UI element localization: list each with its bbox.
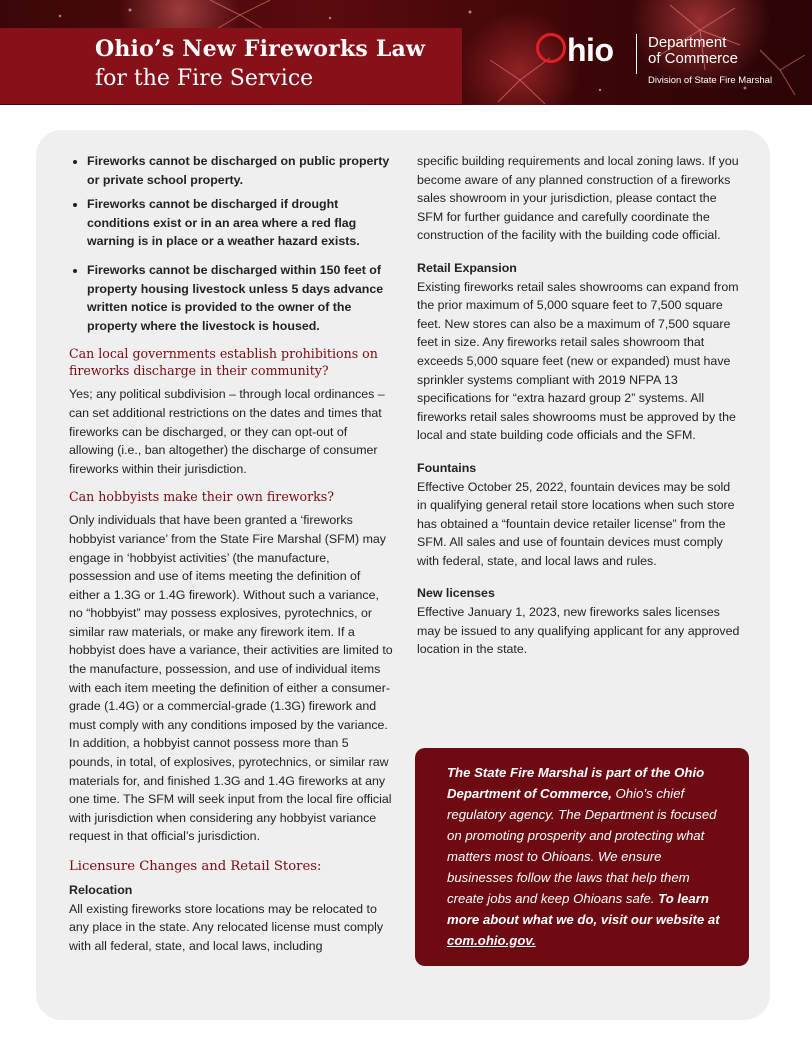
text-fountains: Effective October 25, 2022, fountain devices may be sold in qualifying general retail store locations when such store has obtained a “fountain device retailer license” from the SFM. All sales and use of fountain devices must comply with federal, state, and local laws and rules. (417, 479, 735, 568)
heading-retail-expansion: Retail Expansion (417, 260, 517, 275)
restrictions-list (69, 152, 394, 335)
text-relocation-continued: specific building requirements and local zoning laws. If you become aware of any planned construction of a fireworks sales showroom in your jurisdiction, please contact the SFM for further guidance and carefully coordinate the construction of the facility with the building code official. (417, 154, 739, 243)
heading-fountains: Fountains (417, 460, 477, 475)
text-relocation: All existing fireworks store locations may be relocated to any place in the state. Any relocated license must comply with all federal, state, and local laws, including (69, 901, 384, 953)
list-item: • Fireworks cannot be discharged within 150 feet of property housing livestock unless 5 days advance written notice is provided to the owner of the property where the livestock is housed. (87, 261, 394, 335)
heading-new-licenses: New licenses (417, 586, 495, 601)
header-banner (0, 0, 812, 105)
left-column (69, 152, 394, 955)
answer-local-governments: Yes; any political subdivision – through local ordinances – can set additional restrictions on the dates and times that fireworks can be discharged, or they can opt-out of allowing (i.e., ban altogether) the discharge of consumer fireworks within their jurisdiction. (69, 387, 385, 476)
ohio-logo: hio (536, 32, 613, 69)
question-hobbyists: Can hobbyists make their own fireworks? (69, 489, 334, 505)
page-title: Ohio’s New Fireworks Law (95, 36, 426, 62)
list-item: • Fireworks cannot be discharged if drought conditions exist or in an area where a red flag warning is in place or a weather hazard exists. (87, 195, 394, 251)
heading-relocation: Relocation (69, 883, 133, 897)
website-link[interactable]: com.ohio.gov. (447, 933, 536, 948)
promo-text: The State Fire Marshal is part of the Ohio Department of Commerce, Ohio’s chief regulatory agency. The Department is focused on promoting prosperity and protecting what matters most to Ohioans. We ensure businesses follow the laws that help them create jobs and keep Ohioans safe. To learn more about what we do, visit our website at com.ohio.gov. (447, 765, 720, 948)
question-local-governments: Can local governments establish prohibitions on fireworks discharge in their community? (69, 346, 378, 379)
department-name: Department of Commerce (648, 34, 739, 67)
ohio-logo-o-icon (536, 33, 566, 63)
answer-hobbyists: Only individuals that have been granted a ‘fireworks hobbyist variance’ from the State Fire Marshal (SFM) may engage in ‘hobbyist activities’ (the manufacture, possession and use of items meeting the definition of either a 1.3G or 1.4G firework). Without such a variance, no “hobbyist” may possess explosives, pyrotechnics, or similar raw materials, or make any firework item. If a hobbyist does have a variance, their activities are limited to the manufacture, possession, and use of individual items with each item meeting the definition of either a consumer-grade (1.4G) or a commercial-grade (1.3G) firework and must comply with any conditions imposed by the variance. In addition, a hobbyist cannot possess more than 5 pounds, in total, of explosives, pyrotechnics, or similar raw materials for, and finished 1.3G and 1.4G fireworks at any one time. The SFM will seek input from the local fire official with jurisdiction when considering any hobbyist variance request in that official’s jurisdiction. (69, 513, 393, 844)
text-retail-expansion: Existing fireworks retail sales showrooms can expand from the prior maximum of 5,000 square feet to 7,500 square feet. New stores can also be a maximum of 7,500 square feet in size. Any fireworks retail sales showroom that exceeds 5,000 square feet (new or expanded) must have sprinkler systems compliant with 2019 NFPA 13 specifications for “extra hazard group 2” systems. All fireworks retail sales showrooms must be approved by the local and state building code officials and the SFM. (417, 279, 739, 443)
division-name: Division of State Fire Marshal (648, 75, 773, 86)
heading-licensure: Licensure Changes and Retail Stores: (69, 859, 322, 874)
text-new-licenses: Effective January 1, 2023, new fireworks sales licenses may be issued to any qualifying applicant for any approved location in the state. (417, 605, 740, 657)
right-column (417, 152, 742, 659)
logo-divider (636, 34, 637, 74)
list-item: • Fireworks cannot be discharged on public property or private school property. (87, 152, 394, 189)
page-subtitle: for the Fire Service (95, 66, 314, 91)
